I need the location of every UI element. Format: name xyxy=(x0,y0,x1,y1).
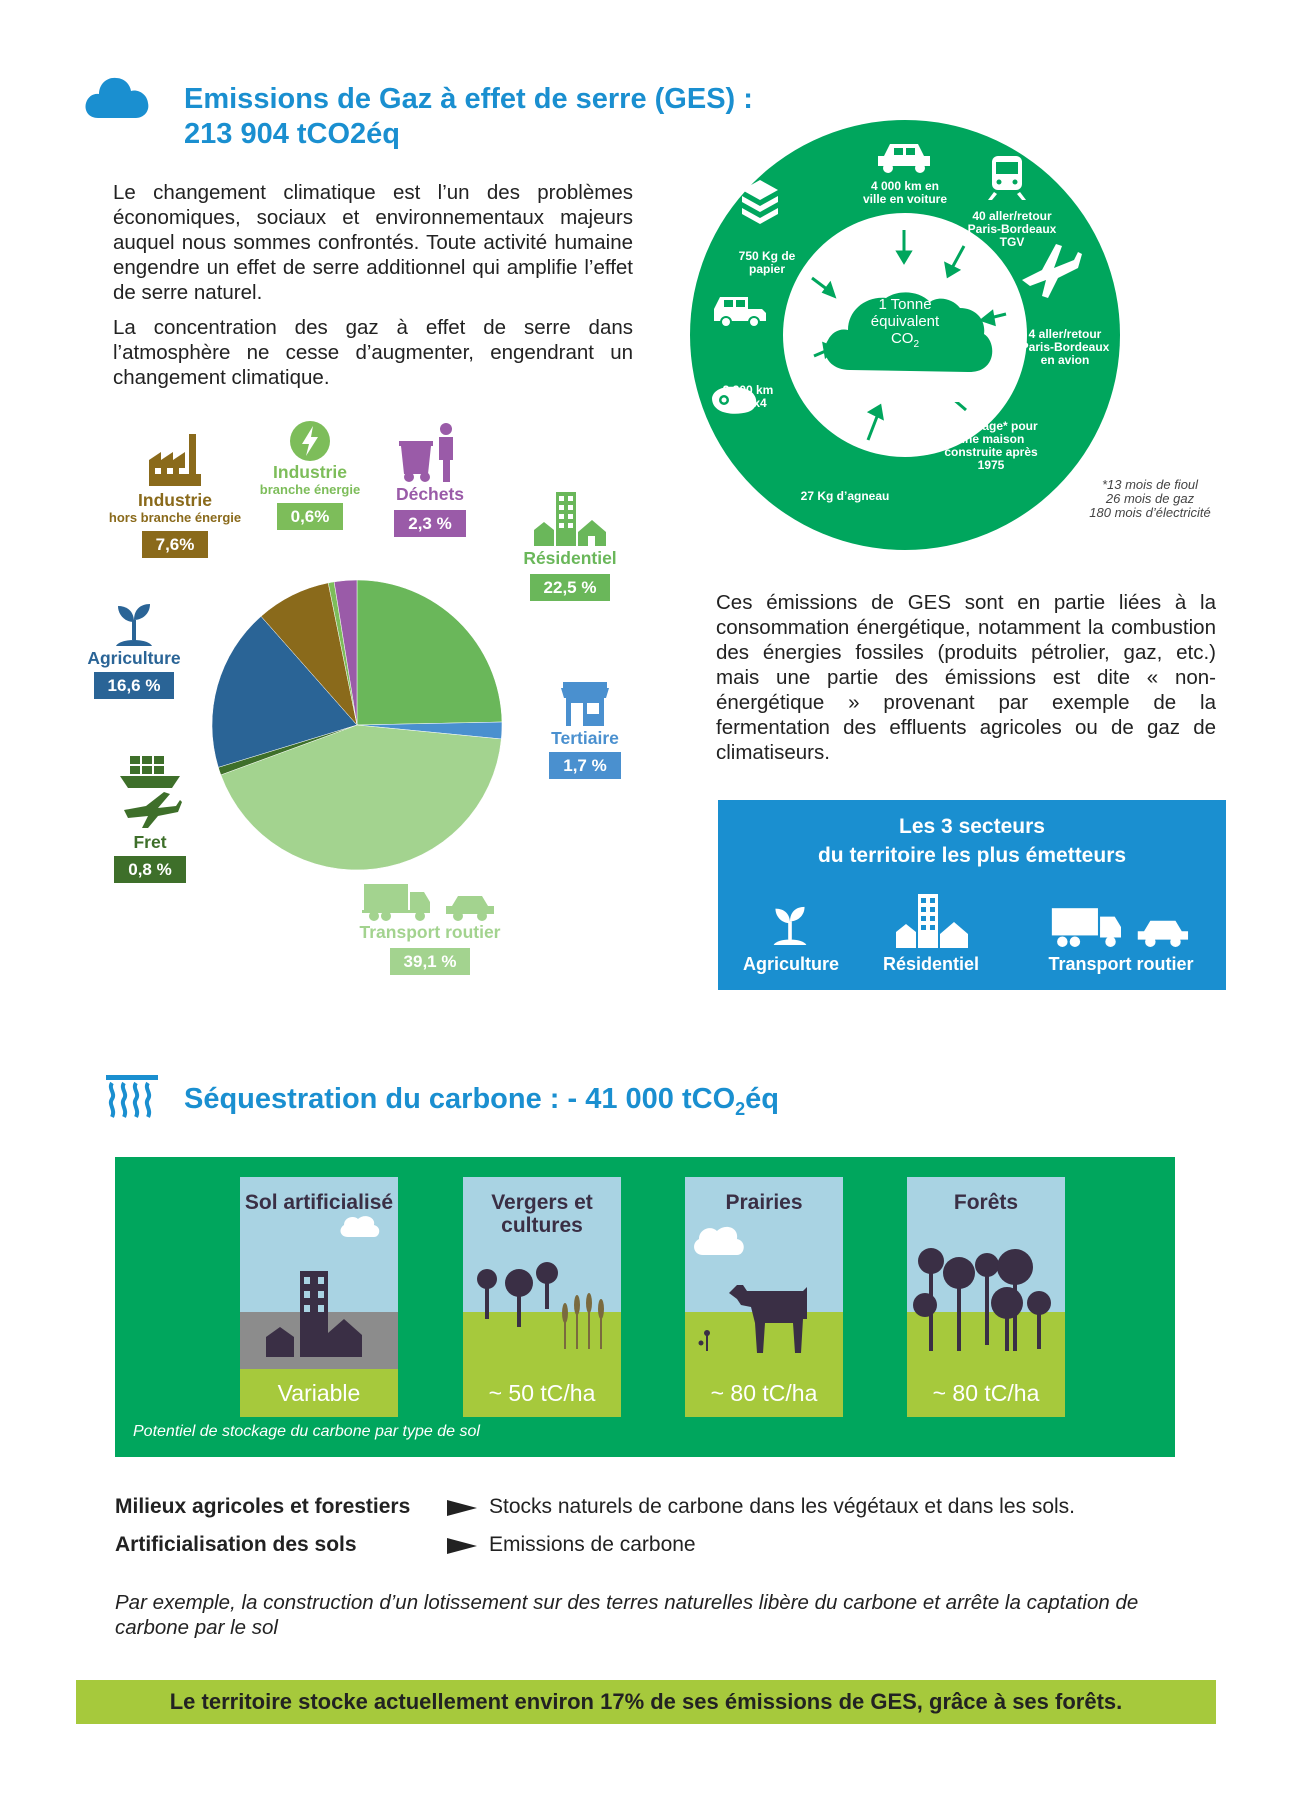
buildings-icon xyxy=(532,490,608,548)
sector-name: Tertiaire xyxy=(551,728,619,748)
card-title: Forêts xyxy=(953,1191,1019,1214)
legend-text: Emissions de carbone xyxy=(489,1533,696,1556)
soil-caption: Potentiel de stockage du carbone par type de sol xyxy=(133,1423,480,1440)
sprout-icon xyxy=(112,600,156,648)
equiv-center-label xyxy=(867,296,943,353)
intro-paragraph-2: La concentration des gaz à effet de serre dans l’atmosphère ne cesse d’augmenter, engendrant un changement climatique. xyxy=(113,316,633,389)
sector-pct: 7,6% xyxy=(142,531,209,558)
cloud-icon xyxy=(84,72,152,125)
truck-car-icon xyxy=(362,880,498,922)
sector-residentiel xyxy=(510,490,630,601)
sector-transport xyxy=(340,880,520,975)
sector-industrie-energie xyxy=(245,420,375,530)
sector-name: Transport routier xyxy=(359,922,501,942)
buildings-icon xyxy=(894,892,970,950)
ges-pie-chart xyxy=(210,578,504,872)
sector-pct: 1,7 % xyxy=(549,752,620,779)
ges-explanation xyxy=(716,590,1216,775)
seq-title-text: Séquestration du carbone : - 41 000 tCO xyxy=(184,1083,736,1115)
note-electricite: 180 mois d’électricité xyxy=(1089,505,1211,520)
sector-pct: 2,3 % xyxy=(394,510,465,537)
shop-icon xyxy=(560,680,610,728)
card-title: Vergers et cultures xyxy=(491,1191,593,1237)
bottom-banner: Le territoire stocke actuellement environ 17% de ses émissions de GES, grâce à ses forêts. xyxy=(76,1680,1216,1724)
center-sub: 2 xyxy=(913,339,920,350)
equiv-chauffage: Chauffage* pour une maison construite après 1975 xyxy=(944,419,1038,472)
factory-icon xyxy=(145,430,205,490)
sector-name: Déchets xyxy=(395,484,465,504)
legend-text: Stocks naturels de carbone dans les végétaux et dans les sols. xyxy=(489,1495,1076,1518)
sector-tertiaire xyxy=(530,680,640,779)
trash-person-icon xyxy=(397,422,463,484)
lightning-icon xyxy=(289,420,331,462)
card-value: ~ 80 tC/ha xyxy=(685,1369,843,1417)
card-value: ~ 50 tC/ha xyxy=(463,1369,621,1417)
top3-residentiel: Résidentiel xyxy=(882,954,980,974)
explain-paragraph: Ces émissions de GES sont en partie liées à la consommation énergétique, notamment la combustion des énergies fossiles (produits pétrolier, gaz, etc.) mais une partie des émissions est dite « non-énergétique » provenant par exemple de la fermentation des effluents agricoles ou de gaz de climatiseurs. xyxy=(716,591,1216,764)
equiv-agneau: 27 Kg d’agneau xyxy=(800,489,890,503)
sector-pct: 16,6 % xyxy=(94,672,175,699)
sector-name: Résidentiel xyxy=(523,548,617,568)
truck-car-icon xyxy=(1048,904,1194,948)
arrow-right-icon xyxy=(447,1498,477,1518)
ges-title xyxy=(184,82,753,152)
card-title: Sol artificialisé xyxy=(244,1191,394,1214)
equivalence-circle xyxy=(690,120,1120,550)
sequestration-icon xyxy=(106,1075,158,1126)
top3-title-line2: du territoire les plus émetteurs xyxy=(817,844,1127,867)
seq-title-sub: 2 xyxy=(735,1098,746,1119)
card-title: Prairies xyxy=(725,1191,803,1214)
equiv-tgv: 40 aller/retour Paris-Bordeaux TGV xyxy=(967,209,1057,249)
sector-pct: 0,6% xyxy=(277,503,344,530)
card-vergers xyxy=(463,1177,621,1417)
intro-paragraph-1: Le changement climatique est l’un des problèmes économiques, sociaux et environnementaux majeurs auquel nous sommes confrontés. Toute activité humaine engendre un effet de serre additionnel qui amplifie l’effet de serre naturel. xyxy=(113,181,633,304)
seq-title-end: éq xyxy=(745,1083,779,1115)
card-prairies xyxy=(685,1177,843,1417)
sector-pct: 0,8 % xyxy=(114,856,185,883)
equiv-4x4: 2 200 km en 4x4 xyxy=(722,383,774,410)
arrow-right-icon xyxy=(447,1536,477,1556)
sequestration-title xyxy=(184,1082,779,1127)
sector-pct: 22,5 % xyxy=(530,574,611,601)
ges-title-line1: Emissions de Gaz à effet de serre (GES) : xyxy=(184,83,753,115)
example-text: Par exemple, la construction d’un lotissement sur des terres naturelles libère du carbone et arrête la captation de carbone par le sol xyxy=(115,1591,1139,1639)
soil-panel xyxy=(115,1157,1175,1457)
sector-name: Industrie xyxy=(273,462,347,482)
card-forets xyxy=(907,1177,1065,1417)
top3-title-line1: Les 3 secteurs xyxy=(899,815,1045,838)
ges-title-line2: 213 904 tCO2éq xyxy=(184,118,401,150)
sprout-icon xyxy=(770,902,810,948)
pie-slice-residentiel xyxy=(357,580,502,725)
top3-agriculture: Agriculture xyxy=(742,954,839,974)
equiv-papier: 750 Kg de papier xyxy=(738,249,796,276)
jeep-icon xyxy=(712,295,768,329)
sector-industrie-hors xyxy=(95,430,255,558)
legend-label: Artificialisation des sols xyxy=(115,1533,357,1556)
ges-intro xyxy=(113,180,633,400)
sector-name: Fret xyxy=(133,832,167,852)
top3-box xyxy=(718,800,1226,990)
sector-name: Agriculture xyxy=(87,648,181,668)
center-line1: 1 Tonne xyxy=(878,296,932,313)
sector-dechets xyxy=(380,422,480,537)
sector-fret xyxy=(100,752,200,883)
sector-sub: branche énergie xyxy=(259,482,361,497)
sector-name: Industrie xyxy=(138,490,212,510)
sector-agriculture xyxy=(74,600,194,699)
legend-label: Milieux agricoles et forestiers xyxy=(115,1495,411,1518)
note-fioul: *13 mois de fioul xyxy=(1101,477,1199,492)
card-sol-artificialise xyxy=(240,1177,398,1417)
card-value: Variable xyxy=(240,1369,398,1417)
top3-transport: Transport routier xyxy=(1048,954,1194,974)
sector-pct: 39,1 % xyxy=(390,948,471,975)
ship-plane-icon xyxy=(118,752,182,832)
equiv-voiture: 4 000 km en ville en voiture xyxy=(862,179,948,206)
equiv-avion: 4 aller/retour Paris-Bordeaux en avion xyxy=(1020,327,1110,367)
note-gaz: 26 mois de gaz xyxy=(1105,491,1195,506)
center-line2: équivalent CO xyxy=(870,313,940,347)
card-value: ~ 80 tC/ha xyxy=(907,1369,1065,1417)
equiv-footnote xyxy=(1070,478,1230,520)
sector-sub: hors branche énergie xyxy=(108,510,242,525)
